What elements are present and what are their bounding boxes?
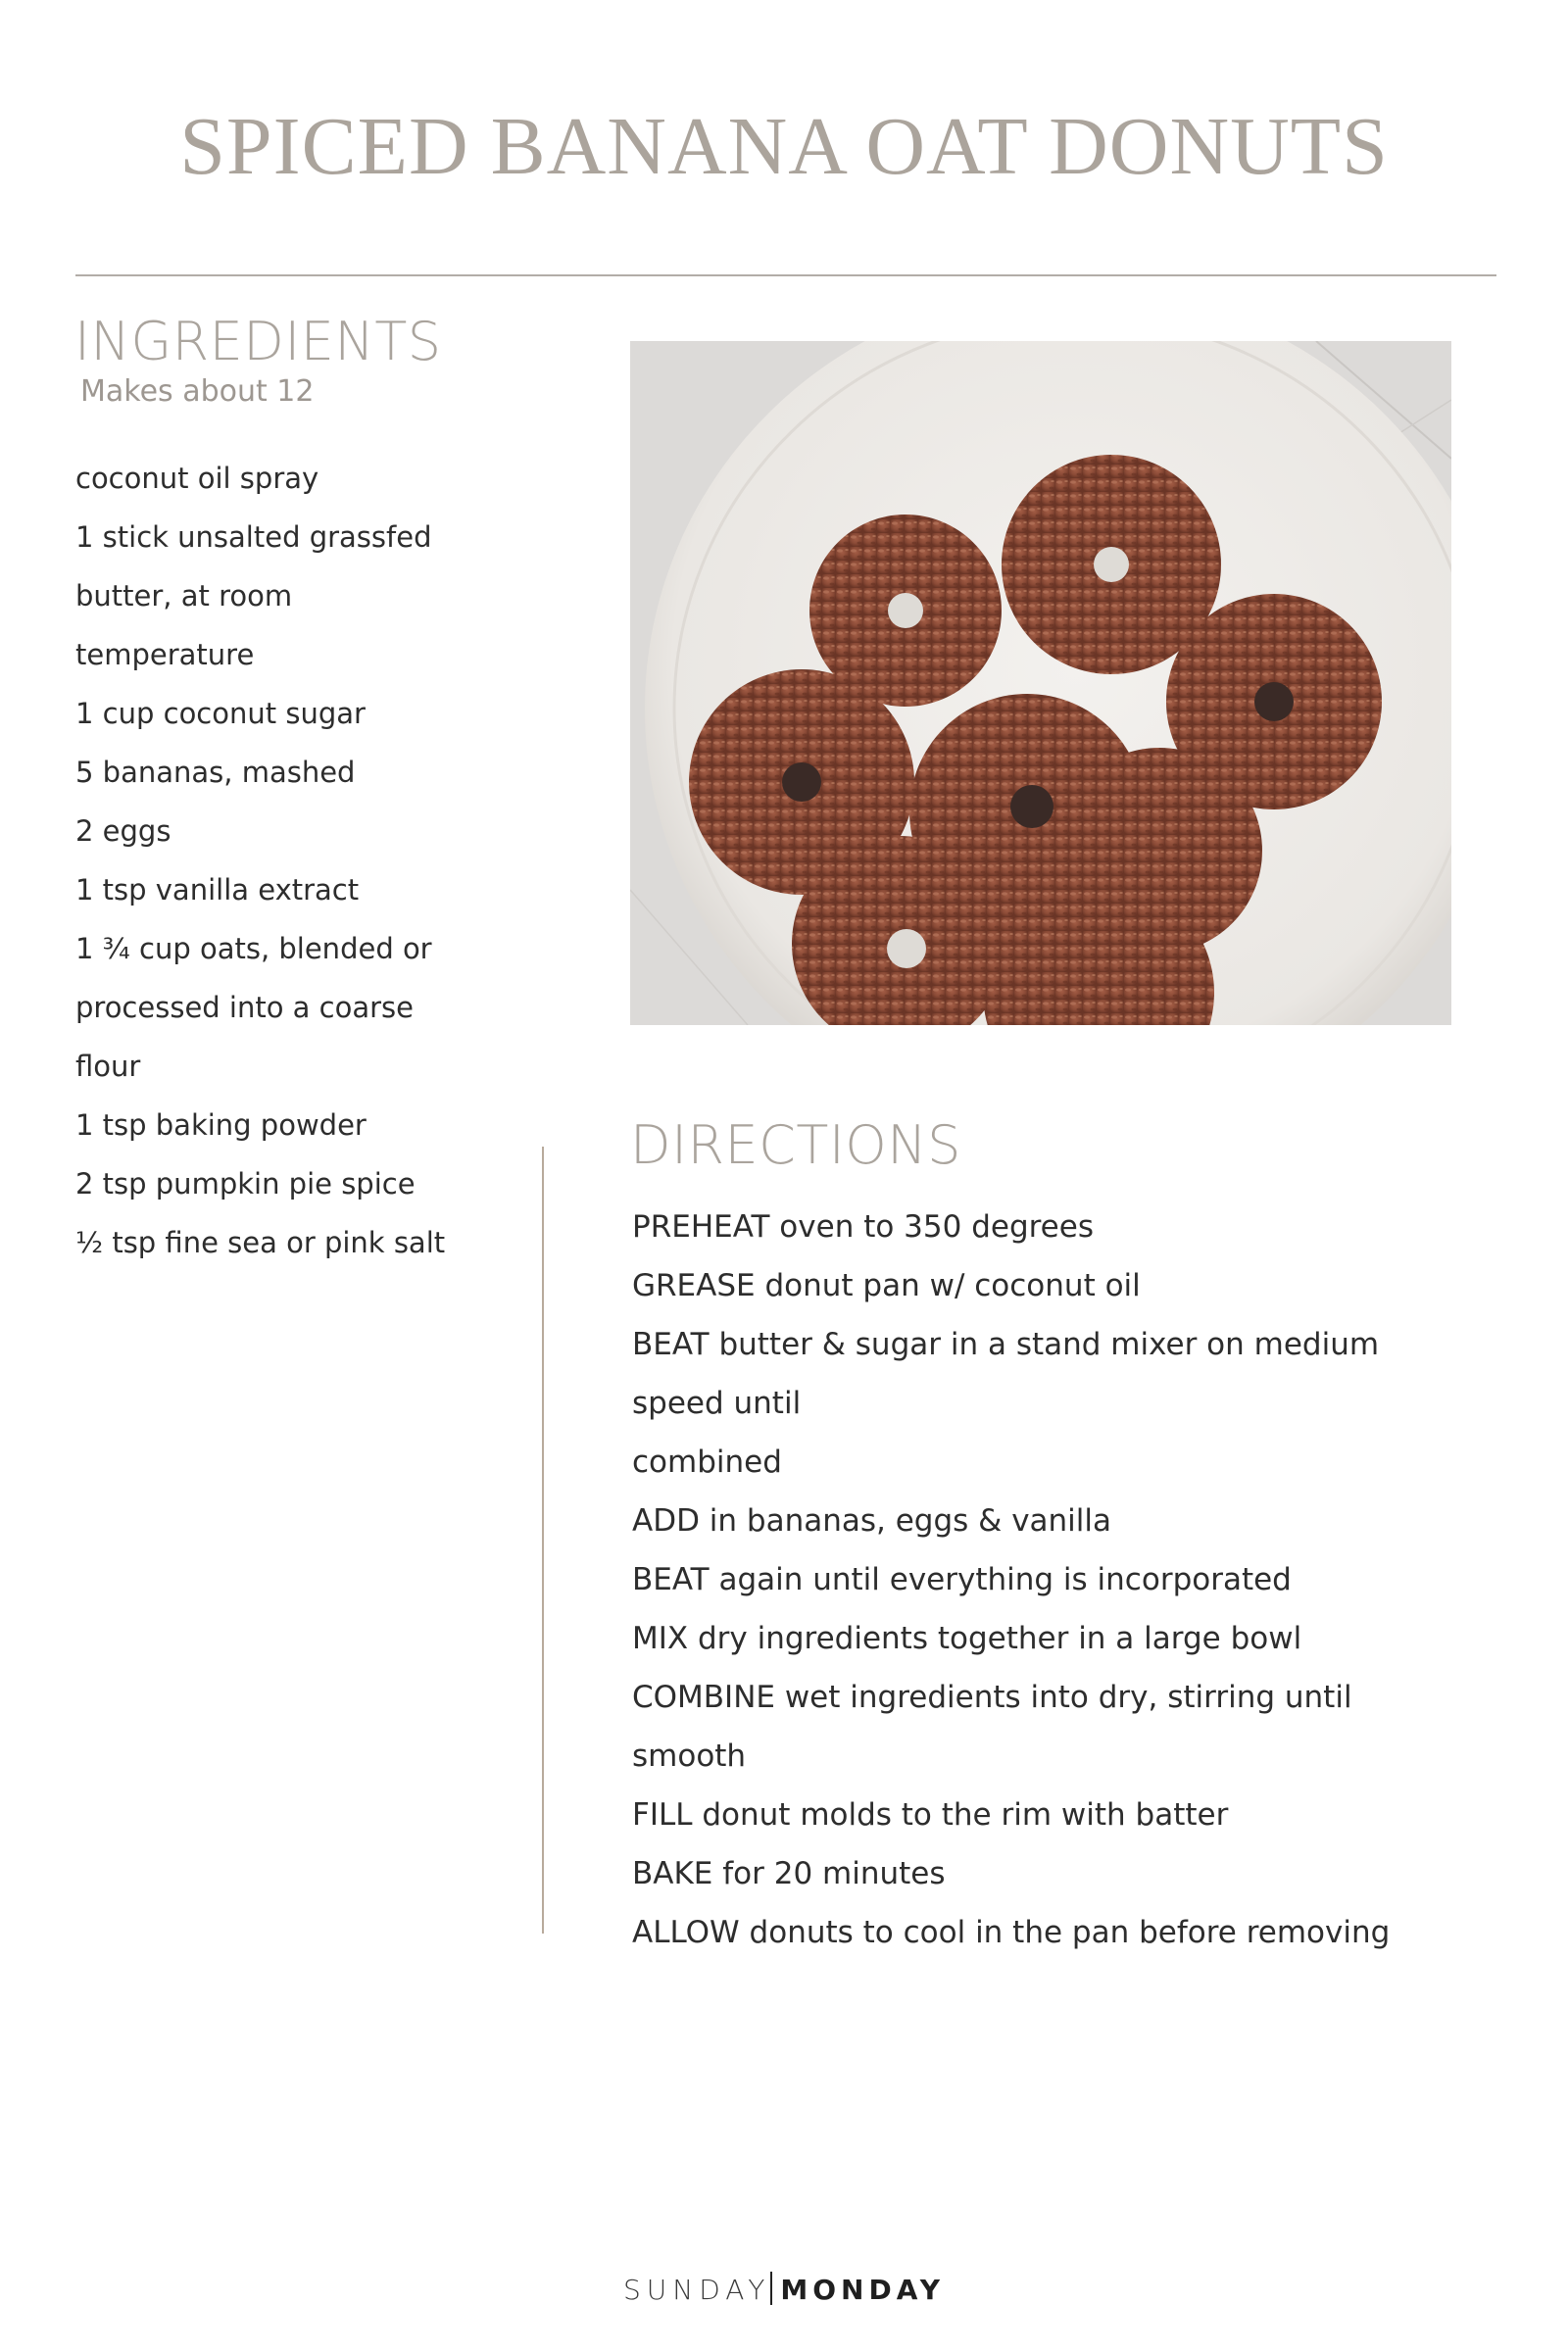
direction-line: combined [632,1445,782,1480]
direction-line: ALLOW donuts to cool in the pan before removing [632,1915,1391,1950]
brand-monday: MONDAY [780,2274,945,2306]
ingredient-line: processed into a coarse [75,991,414,1024]
direction-line: GREASE donut pan w/ coconut oil [632,1268,1141,1303]
ingredient-line: coconut oil spray [75,462,319,495]
brand-footer [0,2274,1568,2308]
direction-line: COMBINE wet ingredients into dry, stirring until smooth [632,1680,1352,1774]
ingredients-list [75,449,448,1272]
ingredient-line: 1 stick unsalted grassfed [75,520,432,554]
direction-line: BEAT butter & sugar in a stand mixer on medium speed until [632,1327,1380,1421]
yield-text: Makes about 12 [80,374,315,409]
brand-separator [770,2272,772,2305]
brand-sunday: SUNDAY [623,2274,771,2306]
ingredient-line: 2 eggs [75,814,172,848]
direction-line: MIX dry ingredients together in a large bowl [632,1621,1302,1656]
direction-line: ADD in bananas, eggs & vanilla [632,1503,1112,1539]
donuts-photo [630,341,1451,1025]
direction-line: PREHEAT oven to 350 degrees [632,1209,1094,1245]
column-divider [542,1147,544,1934]
direction-line: BEAT again until everything is incorporated [632,1562,1292,1597]
ingredient-line: 1 tsp baking powder [75,1108,367,1142]
ingredient-line: 1 ¾ cup oats, blended or [75,932,432,965]
ingredient-line: 1 tsp vanilla extract [75,873,360,906]
ingredient-line: 5 bananas, mashed [75,756,356,789]
direction-line: FILL donut molds to the rim with batter [632,1797,1229,1833]
ingredient-line: 1 cup coconut sugar [75,697,366,730]
ingredient-line: butter, at room temperature [75,579,293,671]
directions-heading: DIRECTIONS [630,1114,961,1176]
direction-line: BAKE for 20 minutes [632,1856,946,1891]
directions-list [632,1198,1475,1962]
header-divider [75,274,1496,276]
ingredients-heading: INGREDIENTS [74,311,442,372]
ingredient-line: flour [75,1050,141,1083]
ingredient-line: ½ tsp fine sea or pink salt [75,1226,446,1259]
recipe-title: SPICED BANANA OAT DONUTS [179,101,1389,192]
ingredient-line: 2 tsp pumpkin pie spice [75,1167,416,1200]
